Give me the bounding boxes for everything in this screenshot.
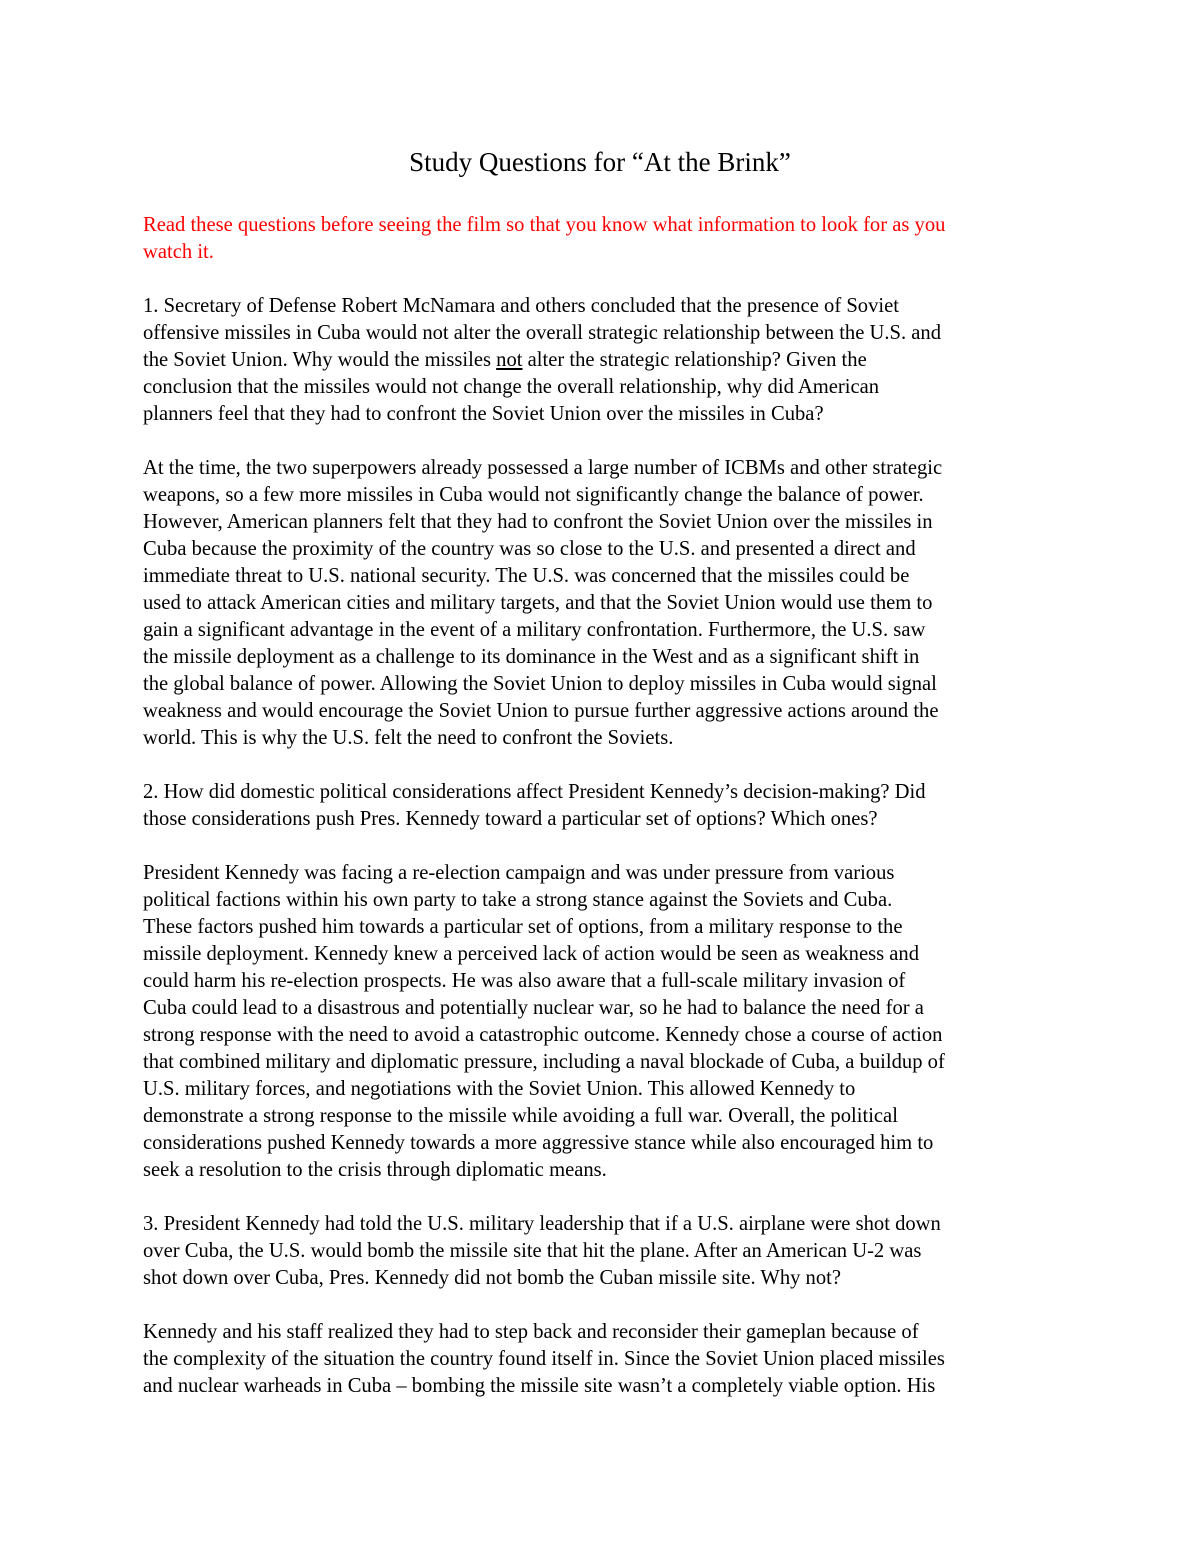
question-line: offensive missiles in Cuba would not alter the overall strategic relationship between the U.S. and — [143, 322, 942, 344]
question-line: 3. President Kennedy had told the U.S. military leadership that if a U.S. airplane were shot down — [143, 1213, 941, 1235]
answer-line: gain a significant advantage in the event of a military confrontation. Furthermore, the U.S. saw — [143, 619, 926, 641]
answer-line: political factions within his own party to take a strong stance against the Soviets and Cuba. — [143, 889, 893, 911]
instruction-line: watch it. — [143, 241, 214, 263]
underlined-word-not: not — [496, 349, 523, 371]
answer-line: U.S. military forces, and negotiations with the Soviet Union. This allowed Kennedy to — [143, 1078, 856, 1100]
answer-line: missile deployment. Kennedy knew a perceived lack of action would be seen as weakness and — [143, 943, 920, 965]
answer-line: However, American planners felt that they had to confront the Soviet Union over the missiles in — [143, 511, 933, 533]
answer-line: that combined military and diplomatic pressure, including a naval blockade of Cuba, a buildup of — [143, 1051, 945, 1073]
question-line: conclusion that the missiles would not change the overall relationship, why did American — [143, 376, 880, 398]
answer-line: President Kennedy was facing a re-election campaign and was under pressure from various — [143, 862, 895, 884]
answer-line: could harm his re-election prospects. He was also aware that a full-scale military invasion of — [143, 970, 906, 992]
answer-line: These factors pushed him towards a particular set of options, from a military response to the — [143, 916, 903, 938]
answer-line: strong response with the need to avoid a catastrophic outcome. Kennedy chose a course of action — [143, 1024, 943, 1046]
answer-line: immediate threat to U.S. national security. The U.S. was concerned that the missiles could be — [143, 565, 910, 587]
question-line: over Cuba, the U.S. would bomb the missile site that hit the plane. After an American U-2 was — [143, 1240, 922, 1262]
answer-line: the missile deployment as a challenge to its dominance in the West and as a significant shift in — [143, 646, 920, 668]
answer-line: the global balance of power. Allowing the Soviet Union to deploy missiles in Cuba would signal — [143, 673, 937, 695]
instruction-paragraph — [143, 212, 1073, 266]
answer-line: At the time, the two superpowers already possessed a large number of ICBMs and other strategic — [143, 457, 943, 479]
question-line-part: alter the strategic relationship? Given the — [522, 349, 867, 371]
answer-line: the complexity of the situation the country found itself in. Since the Soviet Union placed missiles — [143, 1348, 945, 1370]
question-line: planners feel that they had to confront the Soviet Union over the missiles in Cuba? — [143, 403, 824, 425]
answer-line: demonstrate a strong response to the missile while avoiding a full war. Overall, the political — [143, 1105, 898, 1127]
document-body — [143, 212, 1073, 1427]
question-2-paragraph — [143, 779, 1073, 833]
question-line: 1. Secretary of Defense Robert McNamara and others concluded that the presence of Soviet — [143, 295, 899, 317]
answer-line: and nuclear warheads in Cuba – bombing the missile site wasn’t a completely viable option. His — [143, 1375, 936, 1397]
question-3-paragraph — [143, 1211, 1073, 1292]
question-1-paragraph — [143, 293, 1073, 428]
question-line — [143, 347, 1073, 374]
question-line: those considerations push Pres. Kennedy toward a particular set of options? Which ones? — [143, 808, 878, 830]
answer-line: used to attack American cities and military targets, and that the Soviet Union would use them to — [143, 592, 933, 614]
answer-line: Cuba because the proximity of the country was so close to the U.S. and presented a direct and — [143, 538, 916, 560]
question-line: 2. How did domestic political considerations affect President Kennedy’s decision-making? Did — [143, 781, 926, 803]
answer-line: Kennedy and his staff realized they had to step back and reconsider their gameplan because of — [143, 1321, 919, 1343]
question-line-part: the Soviet Union. Why would the missiles — [143, 349, 497, 371]
answer-line: Cuba could lead to a disastrous and potentially nuclear war, so he had to balance the need for a — [143, 997, 924, 1019]
answer-line: seek a resolution to the crisis through diplomatic means. — [143, 1159, 607, 1181]
answer-line: considerations pushed Kennedy towards a more aggressive stance while also encouraged him to — [143, 1132, 934, 1154]
answer-2-paragraph — [143, 860, 1073, 1184]
answer-line: weakness and would encourage the Soviet Union to pursue further aggressive actions around the — [143, 700, 939, 722]
answer-line: weapons, so a few more missiles in Cuba would not significantly change the balance of power. — [143, 484, 924, 506]
answer-1-paragraph — [143, 455, 1073, 752]
answer-line: world. This is why the U.S. felt the need to confront the Soviets. — [143, 727, 674, 749]
instruction-line: Read these questions before seeing the film so that you know what information to look for as you — [143, 214, 946, 236]
answer-3-paragraph — [143, 1319, 1073, 1400]
question-line: shot down over Cuba, Pres. Kennedy did not bomb the Cuban missile site. Why not? — [143, 1267, 842, 1289]
document-title: Study Questions for “At the Brink” — [409, 147, 791, 177]
